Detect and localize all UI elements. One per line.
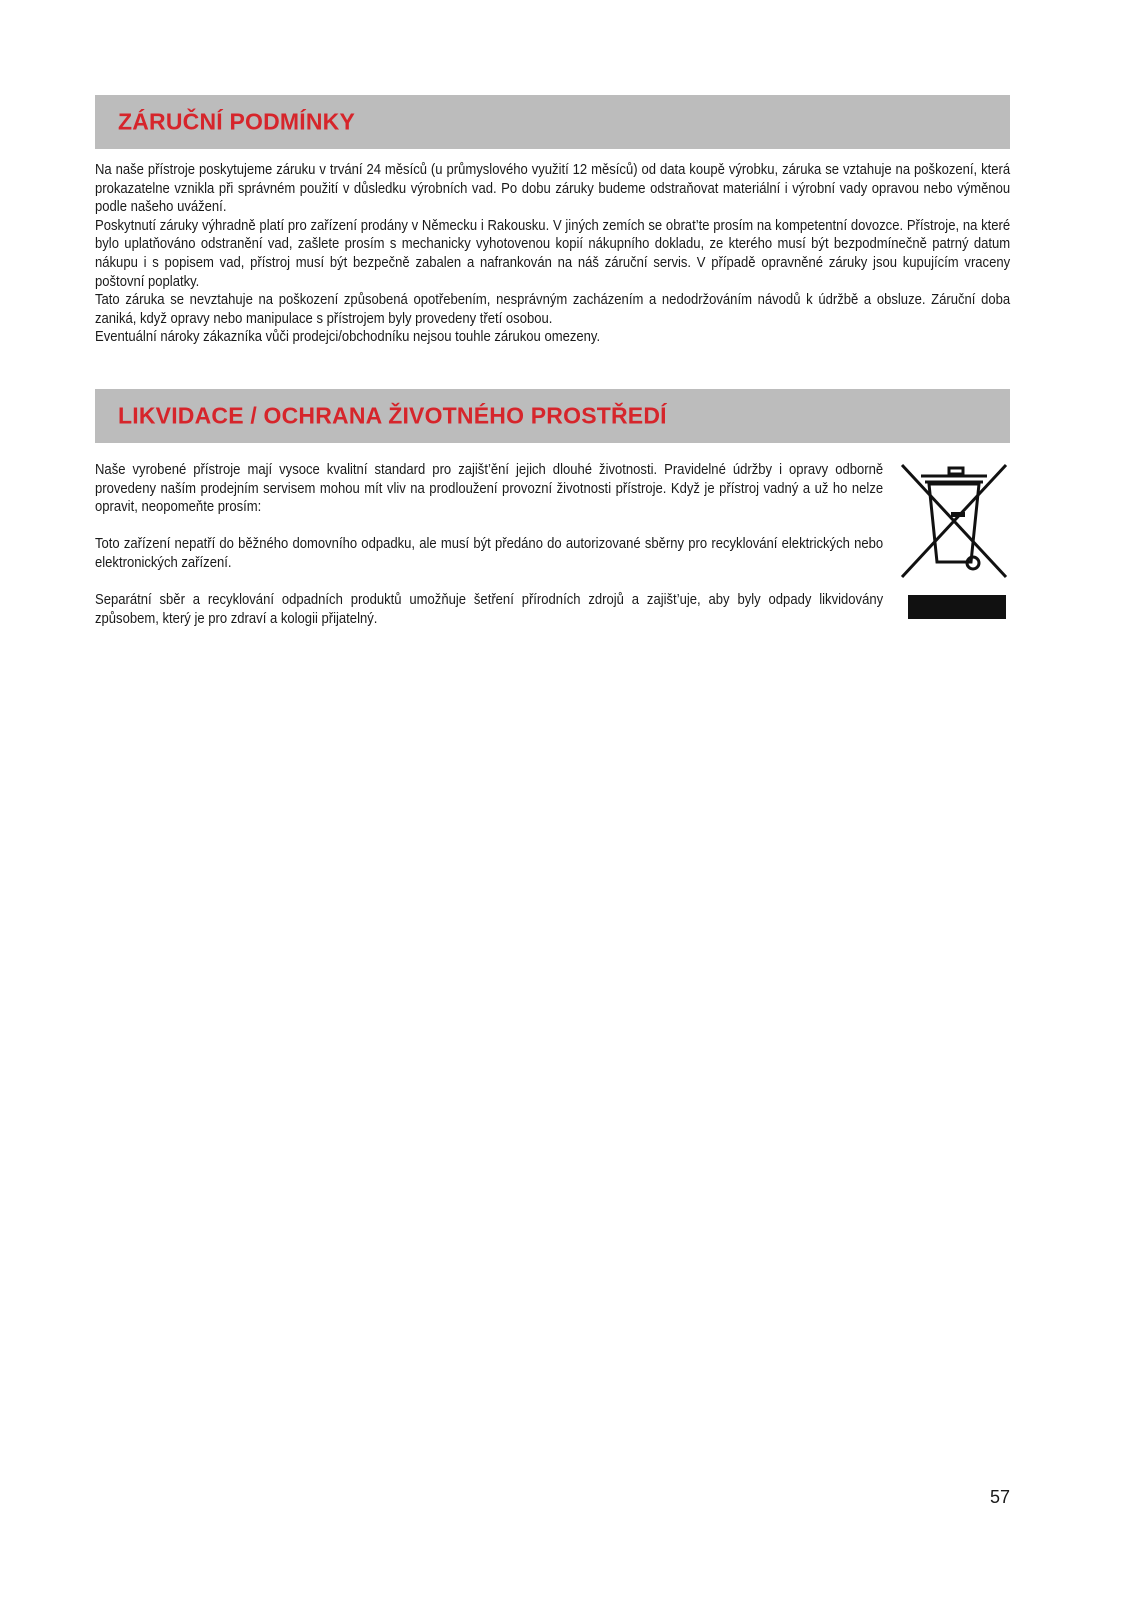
warranty-paragraph-4: Eventuální nároky zákazníka vůči prodejci/obchodníku nejsou touhle zárukou omezeny. bbox=[95, 328, 601, 346]
disposal-paragraph-1: Naše vyrobené přístroje mají vysoce kvalitní standard pro zajišt’ění jejich dlouhé životnosti. Pravidelné údržby i opravy odborně provedeny naším prodejním servisem mohou mít vliv na prodloužení provozní životnosti přístroje. Když je přístroj vadný a už ho nelze opravit, neopomeňte prosím: bbox=[95, 461, 884, 516]
page-number: 57 bbox=[989, 1487, 1010, 1507]
section-header-warranty bbox=[95, 95, 1010, 149]
section-header-disposal bbox=[95, 389, 1010, 443]
disposal-text bbox=[95, 461, 883, 628]
disposal-paragraph-2: Toto zařízení nepatří do běžného domovního odpadku, ale musí být předáno do autorizované sběrny pro recyklování elektrických nebo elektronických zařízení. bbox=[95, 535, 884, 571]
crossed-out-wheelie-bin-icon bbox=[899, 460, 1009, 624]
section-title-warranty: ZÁRUČNÍ PODMÍNKY bbox=[118, 108, 356, 135]
warranty-paragraph-1: Na naše přístroje poskytujeme záruku v trvání 24 měsíců (u průmyslového využití 12 měsíců) od data koupě výrobku, záruka se vztahuje na poškození, která prokazatelne vznikla při správném použití v důsledku výrobních vad. Po dobu záruky budeme odstraňovat materiální i výrobní vady opravou nebo výměnou podle našeho uvážení. bbox=[95, 161, 1011, 216]
disposal-paragraph-3: Separátní sběr a recyklování odpadních produktů umožňuje šetření přírodních zdrojů a zajišt’uje, aby byly odpady likvidovány způsobem, který je pro zdraví a kologii přijatelný. bbox=[95, 591, 884, 627]
warranty-text bbox=[95, 161, 1010, 347]
warranty-paragraph-3: Tato záruka se nevztahuje na poškození způsobená opotřebením, nesprávným zacházením a nedodržováním návodů k údržbě a obsluze. Záruční doba zaniká, když opravy nebo manipulace s přístrojem byly provedeny třetí osobou. bbox=[95, 291, 1011, 327]
warranty-paragraph-2: Poskytnutí záruky výhradně platí pro zařízení prodány v Německu i Rakousku. V jiných zemích se obrat’te prosím na kompetentní dovozce. Přístroje, na které bylo uplatňováno odstranění vad, zašlete prosím s mechanicky vyhotovenou kopií nákupního dokladu, ze kterého musí být bezpodmínečně patrný datum nákupu i s popisem vad, přístroj musí být bezpečně zabalen a nafrankován na náš záruční servis. V případě opravněné záruky jsou kupujícím vraceny poštovní poplatky. bbox=[95, 216, 1011, 290]
section-title-disposal: LIKVIDACE / OCHRANA ŽIVOTNÉHO PROSTŘEDÍ bbox=[118, 402, 667, 429]
